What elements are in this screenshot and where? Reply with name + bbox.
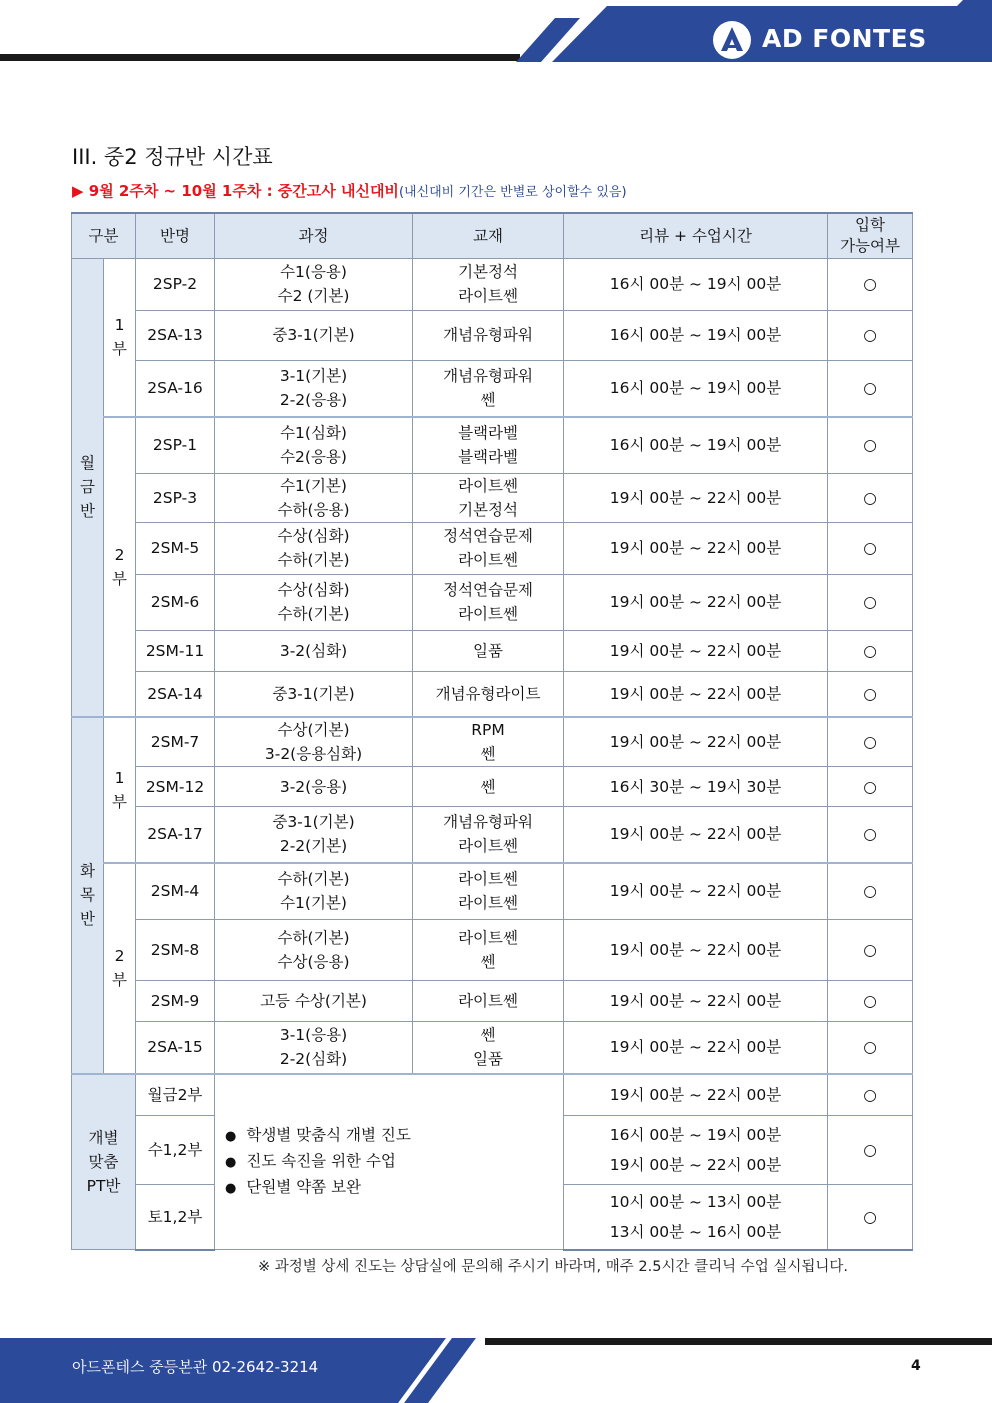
textbook: 개념유형라이트 — [413, 671, 564, 717]
availability: ○ — [828, 1185, 913, 1250]
course: 중3-1(기본) 2-2(기본) — [215, 807, 413, 863]
table-row — [72, 574, 913, 630]
course: 중3-1(기본) — [215, 310, 413, 360]
timetable — [71, 212, 913, 1251]
availability: ○ — [828, 630, 913, 671]
table-row — [72, 717, 913, 767]
schedule-subtitle — [72, 180, 627, 201]
table-row — [72, 981, 913, 1022]
course: 고등 수상(기본) — [215, 981, 413, 1022]
class-time: 19시 00분 ~ 22시 00분 — [564, 574, 828, 630]
textbook: 쎈 — [413, 767, 564, 807]
class-time: 19시 00분 ~ 22시 00분 — [564, 671, 828, 717]
course: 수상(심화) 수하(기본) — [215, 574, 413, 630]
table-row — [72, 1074, 913, 1116]
table-row — [72, 522, 913, 574]
class-time: 19시 00분 ~ 22시 00분 — [564, 981, 828, 1022]
subtitle-main: ▶ 9월 2주차 ~ 10월 1주차 : 중간고사 내신대비 — [72, 182, 399, 200]
textbook: RPM 쎈 — [413, 717, 564, 767]
course: 수하(기본) 수1(기본) — [215, 863, 413, 920]
textbook: 개념유형파워 — [413, 310, 564, 360]
class-name: 2SA-15 — [136, 1022, 215, 1074]
header-time: 리뷰 + 수업시간 — [564, 213, 828, 258]
class-name: 2SM-8 — [136, 920, 215, 981]
availability: ○ — [828, 574, 913, 630]
class-name: 2SA-17 — [136, 807, 215, 863]
table-row — [72, 310, 913, 360]
header-group: 구분 — [72, 213, 136, 258]
table-row — [72, 473, 913, 522]
course: 수상(심화) 수하(기본) — [215, 522, 413, 574]
table-row — [72, 920, 913, 981]
availability: ○ — [828, 767, 913, 807]
class-time: 19시 00분 ~ 22시 00분 — [564, 807, 828, 863]
class-time: 19시 00분 ~ 22시 00분 — [564, 473, 828, 522]
availability: ○ — [828, 671, 913, 717]
group-mon-fri: 월 금 반 — [72, 258, 104, 717]
class-name: 2SM-7 — [136, 717, 215, 767]
footnote: ※ 과정별 상세 진도는 상담실에 문의해 주시기 바라며, 매주 2.5시간 클리닉 수업 실시됩니다. — [258, 1259, 848, 1275]
availability: ○ — [828, 1116, 913, 1185]
table-row — [72, 863, 913, 920]
course: 3-1(기본) 2-2(응용) — [215, 360, 413, 417]
class-time: 16시 00분 ~ 19시 00분 — [564, 360, 828, 417]
class-name: 월금2부 — [136, 1074, 215, 1116]
class-time: 10시 00분 ~ 13시 00분 13시 00분 ~ 16시 00분 — [564, 1185, 828, 1250]
period-2: 2 부 — [104, 863, 136, 1074]
class-name: 2SP-1 — [136, 417, 215, 473]
availability: ○ — [828, 863, 913, 920]
class-name: 2SM-11 — [136, 630, 215, 671]
availability: ○ — [828, 920, 913, 981]
period-1: 1 부 — [104, 258, 136, 417]
course: 3-1(응용) 2-2(심화) — [215, 1022, 413, 1074]
textbook: 개념유형파워 쎈 — [413, 360, 564, 417]
availability: ○ — [828, 310, 913, 360]
table-row — [72, 417, 913, 473]
footer-contact: 아드폰테스 중등본관 02-2642-3214 — [72, 1358, 319, 1376]
page-number: 4 — [911, 1358, 921, 1374]
header-class: 반명 — [136, 213, 215, 258]
group-tue-thu: 화 목 반 — [72, 717, 104, 1074]
class-name: 토1,2부 — [136, 1185, 215, 1250]
table-row — [72, 258, 913, 310]
textbook: 일품 — [413, 630, 564, 671]
bullet-item: ● 학생별 맞춤식 개별 진도 — [225, 1123, 563, 1149]
availability: ○ — [828, 1022, 913, 1074]
bullet-item: ● 진도 속진을 위한 수업 — [225, 1149, 563, 1175]
table-row — [72, 807, 913, 863]
table-row — [72, 767, 913, 807]
textbook: 쎈 일품 — [413, 1022, 564, 1074]
header-book: 교재 — [413, 213, 564, 258]
class-name: 2SA-14 — [136, 671, 215, 717]
class-time: 16시 00분 ~ 19시 00분 — [564, 417, 828, 473]
header-availability: 입학 가능여부 — [828, 213, 913, 258]
brand-logo-icon — [712, 20, 752, 60]
class-name: 2SM-9 — [136, 981, 215, 1022]
availability: ○ — [828, 360, 913, 417]
class-time: 16시 00분 ~ 19시 00분 19시 00분 ~ 22시 00분 — [564, 1116, 828, 1185]
course: 수1(응용) 수2 (기본) — [215, 258, 413, 310]
class-name: 2SM-6 — [136, 574, 215, 630]
course: 3-2(응용) — [215, 767, 413, 807]
textbook: 라이트쎈 — [413, 981, 564, 1022]
class-time: 16시 30분 ~ 19시 30분 — [564, 767, 828, 807]
period-1: 1 부 — [104, 717, 136, 863]
class-time: 19시 00분 ~ 22시 00분 — [564, 1022, 828, 1074]
textbook: 정석연습문제 라이트쎈 — [413, 522, 564, 574]
availability: ○ — [828, 717, 913, 767]
textbook: 정석연습문제 라이트쎈 — [413, 574, 564, 630]
textbook: 개념유형파워 라이트쎈 — [413, 807, 564, 863]
availability: ○ — [828, 1074, 913, 1116]
header-course: 과정 — [215, 213, 413, 258]
availability: ○ — [828, 473, 913, 522]
textbook: 라이트쎈 쎈 — [413, 920, 564, 981]
class-name: 2SP-2 — [136, 258, 215, 310]
course: 중3-1(기본) — [215, 671, 413, 717]
table-row — [72, 360, 913, 417]
textbook: 블랙라벨 블랙라벨 — [413, 417, 564, 473]
availability: ○ — [828, 807, 913, 863]
class-name: 2SM-12 — [136, 767, 215, 807]
textbook: 기본정석 라이트쎈 — [413, 258, 564, 310]
course: 수1(심화) 수2(응용) — [215, 417, 413, 473]
textbook: 라이트쎈 기본정석 — [413, 473, 564, 522]
class-time: 16시 00분 ~ 19시 00분 — [564, 258, 828, 310]
class-name: 2SA-13 — [136, 310, 215, 360]
brand-name: AD FONTES — [762, 24, 927, 53]
availability: ○ — [828, 981, 913, 1022]
course: 수하(기본) 수상(응용) — [215, 920, 413, 981]
class-name: 수1,2부 — [136, 1116, 215, 1185]
availability: ○ — [828, 522, 913, 574]
textbook: 라이트쎈 라이트쎈 — [413, 863, 564, 920]
subtitle-note: (내신대비 기간은 반별로 상이할수 있음) — [398, 185, 627, 200]
class-time: 19시 00분 ~ 22시 00분 — [564, 920, 828, 981]
availability: ○ — [828, 417, 913, 473]
period-2: 2 부 — [104, 417, 136, 717]
class-name: 2SP-3 — [136, 473, 215, 522]
class-time: 19시 00분 ~ 22시 00분 — [564, 630, 828, 671]
availability: ○ — [828, 258, 913, 310]
table-row — [72, 671, 913, 717]
bullet-item: ● 단원별 약쫌 보완 — [225, 1175, 563, 1201]
class-time: 19시 00분 ~ 22시 00분 — [564, 717, 828, 767]
class-time: 19시 00분 ~ 22시 00분 — [564, 522, 828, 574]
course: 3-2(심화) — [215, 630, 413, 671]
class-name: 2SA-16 — [136, 360, 215, 417]
class-name: 2SM-4 — [136, 863, 215, 920]
pt-description — [215, 1074, 564, 1250]
group-pt: 개별 맞춤 PT반 — [72, 1074, 136, 1250]
table-row — [72, 1022, 913, 1074]
table-row — [72, 630, 913, 671]
class-name: 2SM-5 — [136, 522, 215, 574]
course: 수상(기본) 3-2(응용심화) — [215, 717, 413, 767]
class-time: 16시 00분 ~ 19시 00분 — [564, 310, 828, 360]
section-title: III. 중2 정규반 시간표 — [72, 145, 273, 169]
class-time: 19시 00분 ~ 22시 00분 — [564, 863, 828, 920]
course: 수1(기본) 수하(응용) — [215, 473, 413, 522]
class-time: 19시 00분 ~ 22시 00분 — [564, 1074, 828, 1116]
